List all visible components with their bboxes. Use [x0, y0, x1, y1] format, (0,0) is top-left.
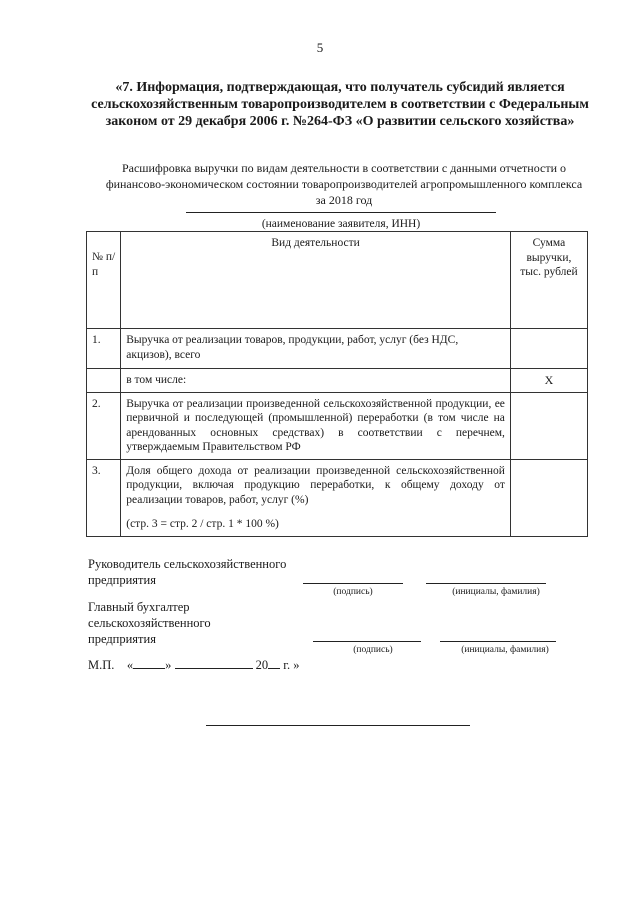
- applicant-field-line[interactable]: [186, 212, 496, 213]
- head-label: Руководитель сельскохозяйственного предприятия: [88, 557, 287, 587]
- row-sum-input[interactable]: [510, 459, 587, 536]
- row-num: [87, 369, 121, 393]
- open-quote: «: [126, 658, 134, 672]
- row-activity-cell: [121, 459, 511, 536]
- accountant-label: Главный бухгалтер сельскохозяйственного предприятия: [88, 600, 211, 646]
- head-signature-caption: (подпись): [333, 587, 373, 597]
- row-num: 2.: [87, 392, 121, 459]
- month-field[interactable]: [175, 656, 253, 669]
- applicant-caption: (наименование заявителя, ИНН): [261, 218, 421, 230]
- table-row: [87, 329, 588, 369]
- head-name-line[interactable]: [426, 583, 546, 584]
- mp-label: М.П.: [88, 658, 115, 672]
- page-title: «7. Информация, подтверждающая, что получатель субсидий является сельскохозяйственным товаропроизводителем в соответствии с Федеральным законом от 29 декабря 2006 г. №264-ФЗ «О развитии сельского хозяйства»: [91, 80, 589, 129]
- head-signature-line[interactable]: [303, 583, 403, 584]
- stamp-date-line: [88, 656, 348, 673]
- header-activity: Вид деятельности: [121, 232, 511, 329]
- end-quote: »: [293, 658, 300, 672]
- year-field[interactable]: [268, 656, 280, 669]
- year-suffix: г.: [283, 658, 291, 672]
- header-num: № п/п: [87, 232, 121, 329]
- accountant-name-line[interactable]: [440, 641, 556, 642]
- page-number: 5: [316, 40, 324, 55]
- header-sum: Сумма выручки, тыс. рублей: [510, 232, 587, 329]
- row-sum-input[interactable]: [510, 329, 587, 369]
- bottom-divider: [206, 725, 470, 726]
- accountant-signature-line[interactable]: [313, 641, 421, 642]
- row-sum-cross: X: [510, 369, 587, 393]
- table-row: [87, 369, 588, 393]
- row-activity: в том числе:: [121, 369, 511, 393]
- accountant-signature-caption: (подпись): [353, 645, 393, 655]
- row-activity: Доля общего дохода от реализации произведенной сельскохозяйственной продукции, включая продукцию переработки, к общему доходу от реализации товаров, работ, услуг (%): [126, 464, 505, 506]
- year-prefix: 20: [255, 658, 269, 672]
- close-quote: »: [165, 658, 172, 672]
- accountant-name-caption: (инициалы, фамилия): [461, 645, 549, 655]
- table-row: [87, 459, 588, 536]
- head-name-caption: (инициалы, фамилия): [452, 587, 540, 597]
- subtitle: Расшифровка выручки по видам деятельности в соответствии с данными отчетности о финансово-экономическом состоянии товаропроизводителей агропромышленного комплекса за 2018 год: [105, 161, 583, 207]
- revenue-table: [86, 231, 588, 537]
- day-field[interactable]: [133, 656, 165, 669]
- row-activity: Выручка от реализации произведенной сельскохозяйственной продукции, ее первичной и последующей (промышленной) переработки (в том числе на арендованных основных средствах) в соответствии с перечнем, утверждаемым Правительством РФ: [121, 392, 511, 459]
- row-sum-input[interactable]: [510, 392, 587, 459]
- table-header-row: [87, 232, 588, 329]
- row-formula: (стр. 3 = стр. 2 / стр. 1 * 100 %): [126, 518, 279, 530]
- row-num: 1.: [87, 329, 121, 369]
- table-row: [87, 392, 588, 459]
- row-activity: Выручка от реализации товаров, продукции, работ, услуг (без НДС, акцизов), всего: [121, 329, 511, 369]
- row-num: 3.: [87, 459, 121, 536]
